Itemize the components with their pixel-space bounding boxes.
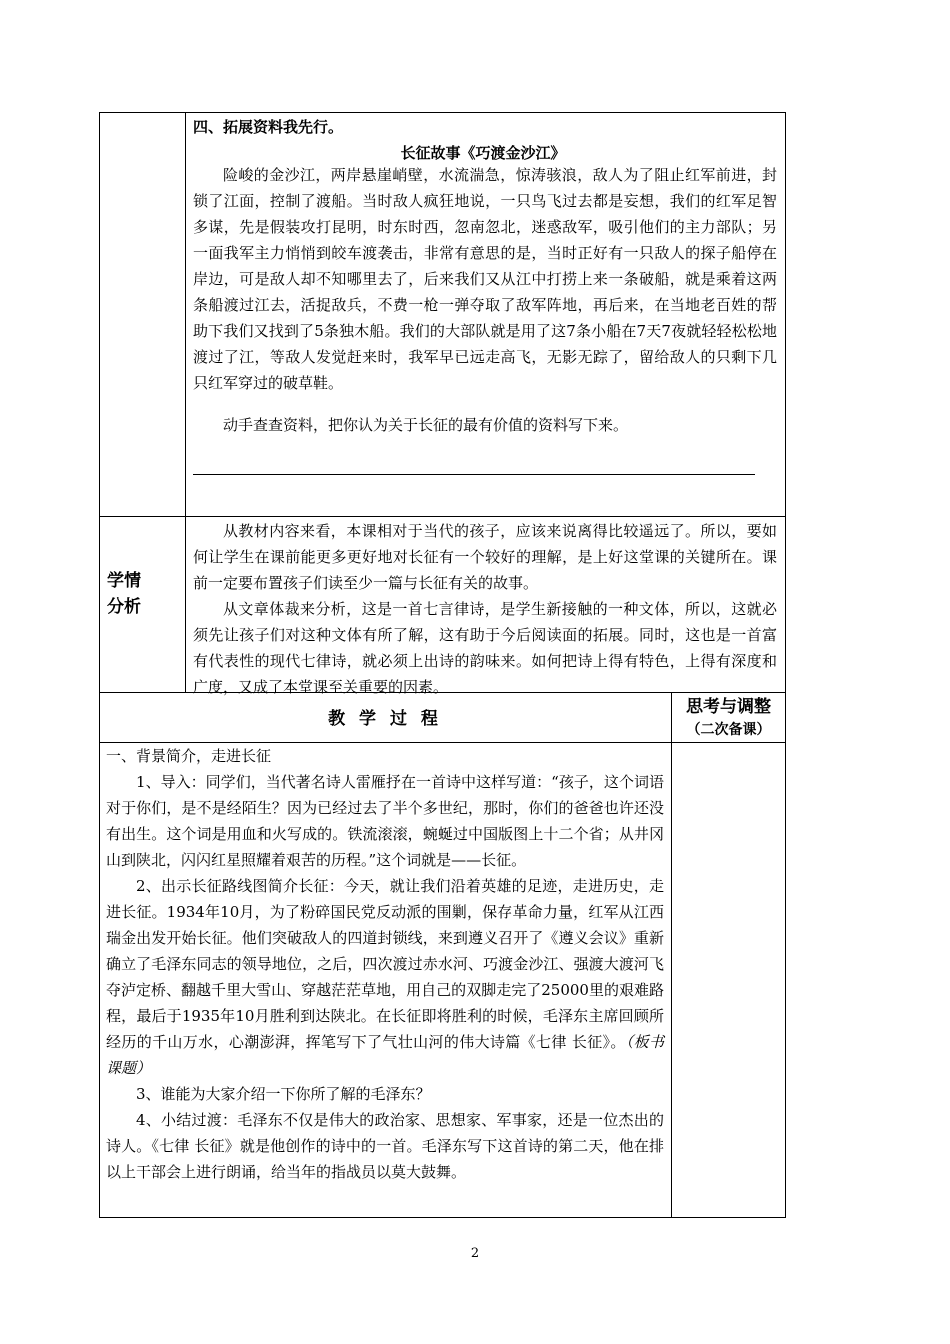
row-divider-1	[99, 516, 786, 517]
story-paragraph	[193, 162, 777, 396]
section-heading: 四、拓展资料我先行。	[193, 118, 344, 136]
process-step-3: 3、谁能为大家介绍一下你所了解的毛泽东？	[136, 1085, 431, 1103]
analysis-label-line2: 分析	[107, 597, 141, 617]
process-step-2	[106, 873, 664, 1081]
process-step-4: 4、小结过渡：毛泽东不仅是伟大的政治家、思想家、军事家，还是一位杰出的诗人。《七律 长征》就是他创作的诗中的一首。毛泽东写下这首诗的第二天，他在排以上干部会上进行朗诵，给当年的指战员以莫大鼓舞。	[106, 1111, 664, 1181]
side-subtitle: （二次备课）	[686, 722, 771, 738]
process-section-1: 一、背景简介，走进长征	[106, 747, 272, 765]
analysis-paragraph-1: 从教材内容来看，本课相对于当代的孩子，应该来说离得比较遥远了。所以，要如何让学生在课前能更多更好地对长征有一个较好的理解，是上好这堂课的关键所在。课前一定要布置孩子们读至少一篇与长征有关的故事。	[193, 522, 777, 592]
analysis-paragraph-2: 从文章体裁来分析，这是一首七言律诗，是学生新接触的一种文体，所以，这就必须先让孩子们对这种文体有所了解，这有助于今后阅读面的拓展。同时，这也是一首富有代表性的现代七律诗，就必须上出诗的韵味来。如何把诗上得有特色，上得有深度和广度，又成了本堂课至关重要的因素。	[193, 600, 777, 696]
analysis-label	[107, 568, 167, 620]
analysis-text	[193, 518, 777, 700]
side-column-divider	[671, 692, 672, 1218]
answer-line[interactable]	[193, 474, 755, 475]
analysis-label-line1: 学情	[107, 571, 141, 591]
process-step-1: 1、导入：同学们，当代著名诗人雷雁抒在一首诗中这样写道：“孩子，这个词语对于你们，是不是经陌生？因为已经过去了半个多世纪，那时，你们的爸爸也许还没有出生。这个词是用血和火写成的。铁流滚滚，蜿蜒过中国版图上十二个省；从井冈山到陕北，闪闪红星照耀着艰苦的历程。”这个词就是——长征。	[106, 773, 664, 869]
process-step-2-text: 2、出示长征路线图简介长征：今天，就让我们沿着英雄的足迹，走进历史，走进长征。1934年10月，为了粉碎国民党反动派的围剿，保存革命力量，红军从江西瑞金出发开始长征。他们突破敌人的四道封锁线，来到遵义召开了《遵义会议》重新确立了毛泽东同志的领导地位，之后，四次渡过赤水河、巧渡金沙江、强渡大渡河飞夺泸定桥、翻越千里大雪山、穿越茫茫草地，用自己的双脚走完了25000里的艰难路程，最后于1935年10月胜利到达陕北。在长征即将胜利的时候，毛泽东主席回顾所经历的千山万水，心潮澎湃，挥笔写下了气壮山河的伟大诗篇《七律 长征》。	[106, 877, 664, 1051]
side-title: 思考与调整	[686, 697, 771, 717]
page-number: 2	[470, 1246, 480, 1261]
blackboard-note: （板书课题）	[106, 1033, 664, 1077]
process-content	[106, 743, 664, 1185]
story-title: 长征故事《巧渡金沙江》	[400, 144, 566, 162]
task-instruction: 动手查查资料，把你认为关于长征的最有价值的资料写下来。	[223, 416, 629, 434]
story-text: 险峻的金沙江，两岸悬崖峭壁，水流湍急，惊涛骇浪，敌人为了阻止红军前进，封锁了江面，控制了渡船。当时敌人疯狂地说，一只鸟飞过去都是妄想，我们的红军足智多谋，先是假装攻打昆明，时东时西，忽南忽北，迷惑敌军，吸引他们的主力部队；另一面我军主力悄悄到皎车渡袭击，非常有意思的是，当时正好有一只敌人的探子船停在岸边，可是敌人却不知哪里去了，后来我们又从江中打捞上来一条破船，就是乘着这两条船渡过江去，活捉敌兵，不费一枪一弹夺取了敌军阵地，再后来，在当地老百姓的帮助下我们又找到了5条独木船。我们的大部队就是用了这7条小船在7天7夜就轻轻松松地渡过了江，等敌人发觉赶来时，我军早已远走高飞，无影无踪了，留给敌人的只剩下几只红军穿过的破草鞋。	[193, 166, 777, 392]
label-column-divider	[185, 112, 186, 692]
process-title: 教 学 过 程	[328, 709, 442, 729]
